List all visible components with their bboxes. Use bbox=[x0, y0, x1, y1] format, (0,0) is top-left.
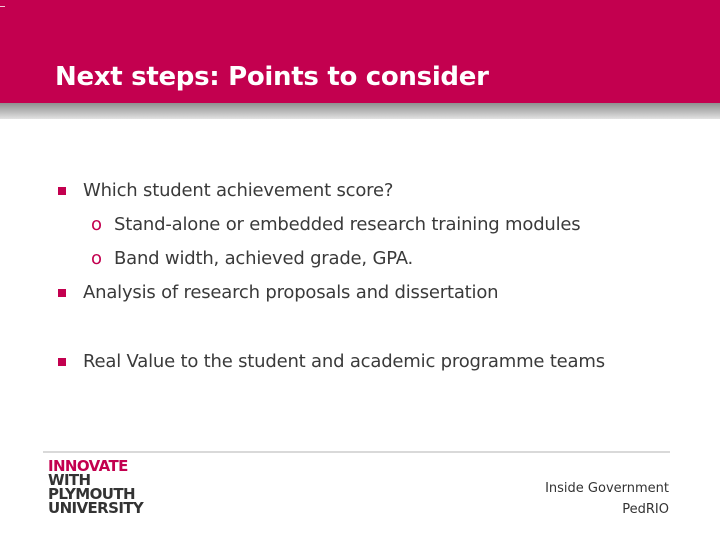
circle-bullet-icon: o bbox=[91, 214, 102, 235]
logo-line: INNOVATE bbox=[48, 457, 128, 475]
footer-divider bbox=[43, 451, 670, 453]
sub-bullet-text: Stand-alone or embedded research training modules bbox=[114, 214, 581, 235]
square-bullet-icon bbox=[58, 358, 66, 366]
circle-bullet-icon: o bbox=[91, 248, 102, 269]
logo-line: WITH bbox=[48, 471, 91, 489]
sub-bullet-text: Band width, achieved grade, GPA. bbox=[114, 248, 414, 269]
logo-line: PLYMOUTH bbox=[48, 485, 135, 503]
bullet-text: Real Value to the student and academic programme teams bbox=[83, 351, 605, 372]
logo-line: UNIVERSITY bbox=[48, 499, 144, 517]
footer-text bbox=[545, 478, 669, 520]
bullet-text: Which student achievement score? bbox=[83, 180, 394, 201]
square-bullet-icon bbox=[58, 289, 66, 297]
bullet-list bbox=[58, 178, 698, 383]
sub-bullet-item bbox=[58, 212, 698, 246]
bullet-text: Analysis of research proposals and dissertation bbox=[83, 282, 499, 303]
corner-mark bbox=[0, 6, 5, 7]
university-logo bbox=[48, 459, 143, 515]
sub-bullet-item bbox=[58, 246, 698, 280]
footer-line-organisation: Inside Government bbox=[545, 481, 669, 496]
title-banner bbox=[0, 0, 720, 103]
header-shadow-strip bbox=[0, 103, 720, 119]
slide-title: Next steps: Points to consider bbox=[55, 62, 489, 92]
bullet-item bbox=[58, 178, 698, 212]
square-bullet-icon bbox=[58, 187, 66, 195]
bullet-item bbox=[58, 280, 698, 314]
footer-line-project: PedRIO bbox=[622, 502, 669, 517]
bullet-item bbox=[58, 349, 698, 383]
